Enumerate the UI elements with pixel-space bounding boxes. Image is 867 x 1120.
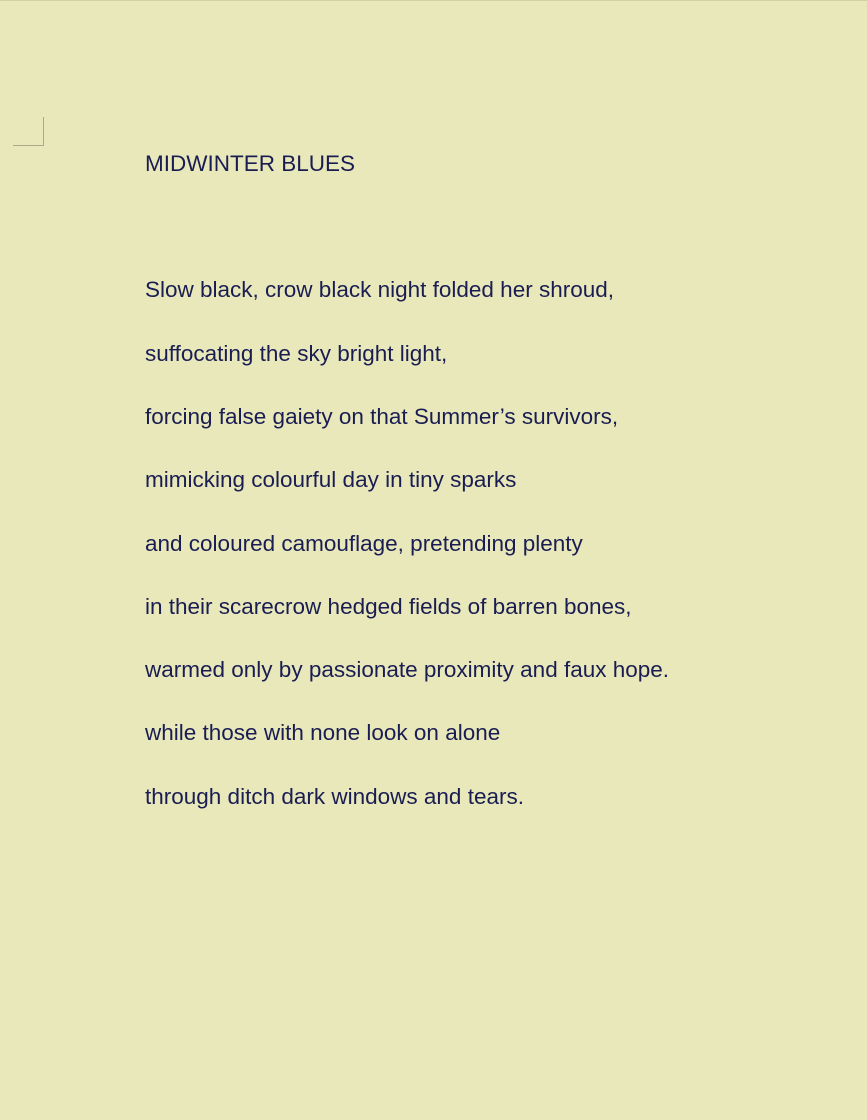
poem-line: Slow black, crow black night folded her shroud, [145, 277, 614, 302]
poem-line: in their scarecrow hedged fields of barren bones, [145, 594, 632, 619]
poem-line: through ditch dark windows and tears. [145, 784, 524, 809]
poem-line: and coloured camouflage, pretending plenty [145, 531, 583, 556]
poem-line: suffocating the sky bright light, [145, 341, 448, 366]
poem-title: MIDWINTER BLUES [145, 151, 356, 176]
margin-corner-marker [13, 117, 44, 146]
poem-line: warmed only by passionate proximity and faux hope. [145, 657, 670, 682]
poem-line: forcing false gaiety on that Summer’s survivors, [145, 404, 619, 429]
poem-line: mimicking colourful day in tiny sparks [145, 467, 517, 492]
poem-line: while those with none look on alone [145, 720, 501, 745]
